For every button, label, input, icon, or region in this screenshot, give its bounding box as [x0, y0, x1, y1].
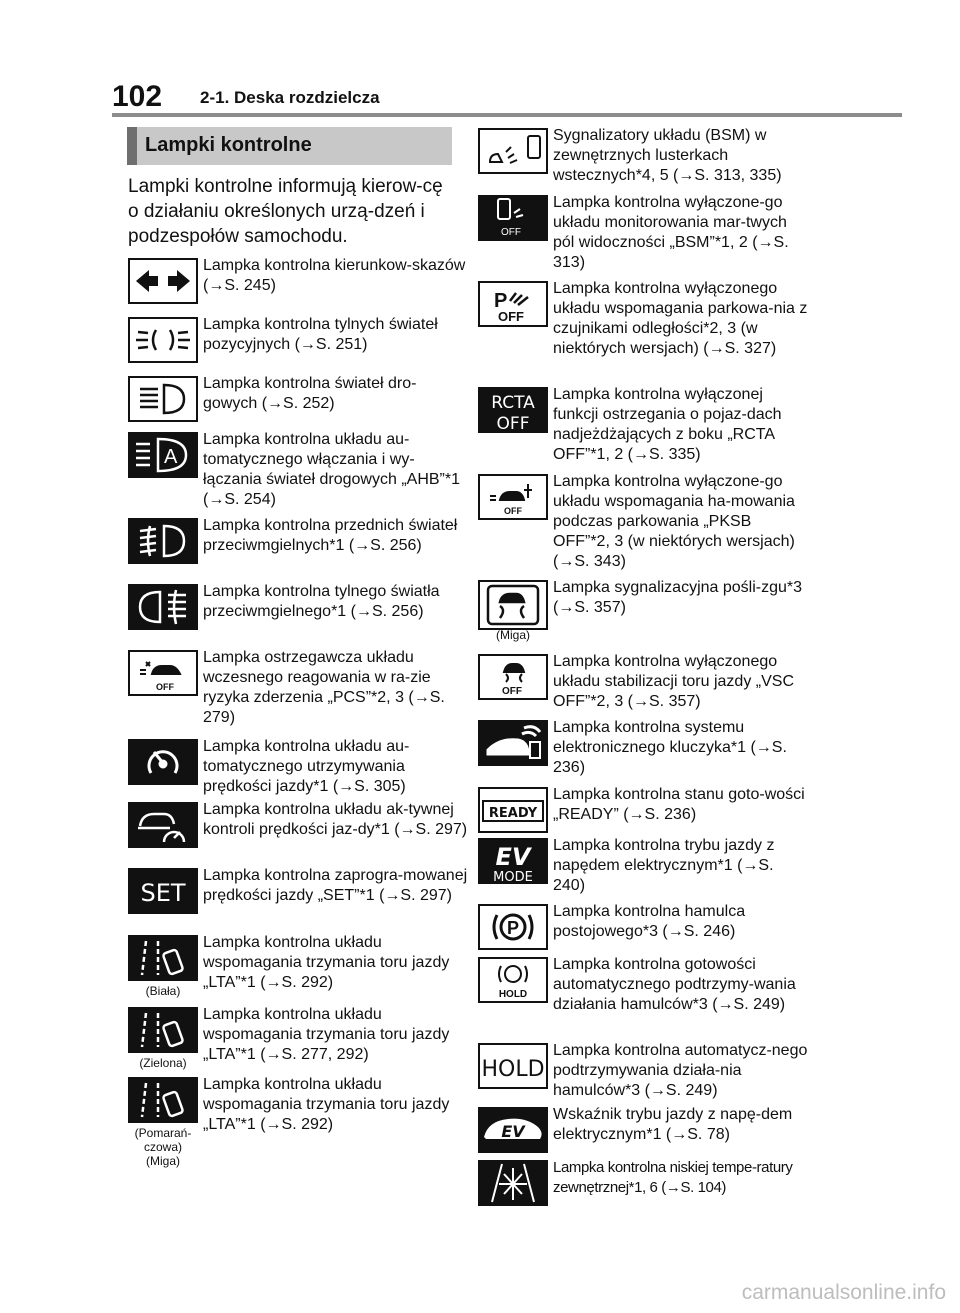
tail-light-icon	[128, 317, 198, 363]
indicator-description: Lampka kontrolna tylnych świateł pozycyjnych (→S. 251)	[203, 316, 438, 353]
watermark: carmanualsonline.info	[741, 1281, 946, 1304]
dynamic-radar-cruise-icon	[128, 802, 198, 848]
set-icon	[128, 868, 198, 914]
rear-fog-light-icon	[128, 584, 198, 630]
indicator-description: Sygnalizatory układu (BSM) w zewnętrznych lusterkach wstecznych*4, 5 (→S. 313, 335)	[553, 127, 782, 184]
set-label: SET	[140, 879, 186, 907]
page-number: 102	[112, 80, 163, 113]
indicator-description: Lampka ostrzegawcza układu wczesnego reagowania w ra-zie ryzyka zderzenia „PCS”*2, 3 (→S. 279)	[203, 649, 445, 726]
indicator-description: Lampka kontrolna układu wspomagania trzymania toru jazdy „LTA”*1 (→S. 277, 292)	[203, 1006, 450, 1063]
indicator-caption: (Biała)	[145, 984, 181, 998]
ev-label: EV	[495, 843, 531, 871]
mode-label: MODE	[493, 870, 533, 884]
indicator-description: Lampka kontrolna systemu elektronicznego kluczyka*1 (→S. 236)	[553, 719, 787, 776]
off-label: OFF	[496, 414, 530, 433]
indicator-description: Lampka kontrolna wyłączonego układu stabilizacji toru jazdy „VSC OFF”*2, 3 (→S. 357)	[553, 653, 794, 710]
parking-p-label: P	[506, 918, 520, 938]
indicator-description: Lampka kontrolna przednich świateł przeciwmgielnych*1 (→S. 256)	[203, 517, 458, 554]
indicator-description: Lampka kontrolna wyłączonego układu wspomagania parkowa-nia z czujnikami odległości*2, 3 (w niektórych wersjach) (→S. 327)	[553, 280, 808, 357]
indicator-description: Lampka kontrolna układu ak-tywnej kontroli prędkości jaz-dy*1 (→S. 297)	[203, 801, 468, 838]
bsm-mirror-icon	[478, 128, 548, 174]
indicator-caption: (Pomarań-czowa) (Miga)	[134, 1126, 192, 1168]
indicator-description: Lampka kontrolna kierunkow-skazów (→S. 245)	[203, 257, 466, 294]
indicator-description: Lampka kontrolna układu wspomagania trzymania toru jazdy „LTA”*1 (→S. 292)	[203, 1076, 450, 1133]
indicator-description: Lampka kontrolna gotowości automatycznego podtrzymy-wania działania hamulców*3 (→S. 249)	[553, 956, 796, 1013]
indicator-description: Lampka kontrolna wyłączone-go układu wspomagania ha-mowania podczas parkowania „PKSB OFF”*2, 3 (w niektórych wersjach) (→S. 343)	[553, 473, 795, 570]
hold-label: HOLD	[498, 989, 528, 1000]
low-temp-icon	[478, 1160, 548, 1206]
indicator-description: Lampka kontrolna niskiej tempe-ratury zewnętrznej*1, 6 (→S. 104)	[553, 1159, 793, 1196]
hold-icon	[478, 1043, 548, 1089]
indicator-description: Lampka kontrolna hamulca postojowego*3 (→S. 246)	[553, 903, 746, 940]
indicator-description: Lampka kontrolna układu au-tomatycznego włączania i wy-łączania świateł drogowych „AHB”*1 (→S. 254)	[203, 431, 460, 508]
lta-icon	[128, 1007, 198, 1053]
parking-brake-icon	[478, 904, 548, 950]
indicator-description: Lampka kontrolna układu wspomagania trzymania toru jazdy „LTA”*1 (→S. 292)	[203, 934, 450, 991]
rcta-off-icon	[478, 387, 548, 433]
indicator-description: Lampka kontrolna trybu jazdy z napędem elektrycznym*1 (→S. 240)	[553, 837, 775, 894]
ev-mode-icon	[478, 838, 548, 884]
indicator-description: Lampka kontrolna wyłączonej funkcji ostrzegania o pojaz-dach nadjeżdżających z boku „RCTA OFF”*1, 2 (→S. 335)	[553, 386, 782, 463]
turn-signal-arrows-icon	[128, 258, 198, 304]
ready-label: READY	[488, 806, 538, 821]
slip-indicator-icon	[478, 580, 548, 630]
ev-label: EV	[501, 1122, 525, 1141]
ev-indicator-icon	[478, 1107, 548, 1153]
lta-icon	[128, 1077, 198, 1123]
rcta-label: RCTA	[491, 393, 535, 413]
off-label: OFF	[498, 309, 524, 324]
off-label: OFF	[156, 682, 174, 692]
indicator-description: Lampka kontrolna wyłączone-go układu monitorowania mar-twych pól widoczności „BSM”*1, 2 (→S. 313)	[553, 194, 789, 271]
pksb-off-icon	[478, 474, 548, 520]
ready-icon	[478, 787, 548, 833]
hold-label: HOLD	[481, 1057, 545, 1082]
indicator-description: Lampka kontrolna zaprogra-mowanej prędkości jazdy „SET”*1 (→S. 297)	[203, 867, 468, 904]
bsm-off-icon	[478, 195, 548, 241]
section-intro: Lampki kontrolne informują kierow-cę o działaniu określonych urzą-dzeń i podzespołów samochodu.	[128, 176, 443, 247]
auto-high-beam-icon	[128, 432, 198, 478]
indicator-description: Lampka kontrolna automatycz-nego podtrzymywania działa-nia hamulców*3 (→S. 249)	[553, 1042, 808, 1099]
cruise-control-icon	[128, 739, 198, 785]
off-label: OFF	[504, 506, 522, 516]
indicator-description: Wskaźnik trybu jazdy z napę-dem elektrycznym*1 (→S. 78)	[553, 1106, 793, 1143]
indicator-description: Lampka sygnalizacyjna pośli-zgu*3 (→S. 357)	[553, 579, 803, 616]
high-beam-icon	[128, 376, 198, 422]
smart-key-icon	[478, 720, 548, 766]
off-label: OFF	[501, 227, 521, 238]
parking-p-label: P	[494, 290, 508, 312]
indicator-caption: (Zielona)	[139, 1056, 187, 1070]
section-banner	[127, 127, 452, 165]
chapter-title: 2-1. Deska rozdzielcza	[200, 88, 380, 107]
indicator-description: Lampka kontrolna tylnego światła przeciwmgielnego*1 (→S. 256)	[203, 583, 440, 620]
indicator-caption: (Miga)	[495, 628, 530, 642]
parking-sensor-off-icon	[478, 281, 548, 327]
indicator-description: Lampka kontrolna świateł dro-gowych (→S. 252)	[203, 375, 417, 412]
header-rule	[112, 113, 902, 117]
off-label: OFF	[502, 686, 522, 697]
indicator-description: Lampka kontrolna układu au-tomatycznego utrzymywania prędkości jazdy*1 (→S. 305)	[203, 738, 410, 795]
pcs-off-icon	[128, 650, 198, 696]
indicator-description: Lampka kontrolna stanu goto-wości „READY” (→S. 236)	[553, 786, 805, 823]
brake-hold-standby-icon	[478, 957, 548, 1003]
front-fog-light-icon	[128, 518, 198, 564]
section-title: Lampki kontrolne	[145, 134, 312, 156]
vsc-off-icon	[478, 654, 548, 700]
auto-letter: A	[164, 446, 178, 468]
lta-icon	[128, 935, 198, 981]
